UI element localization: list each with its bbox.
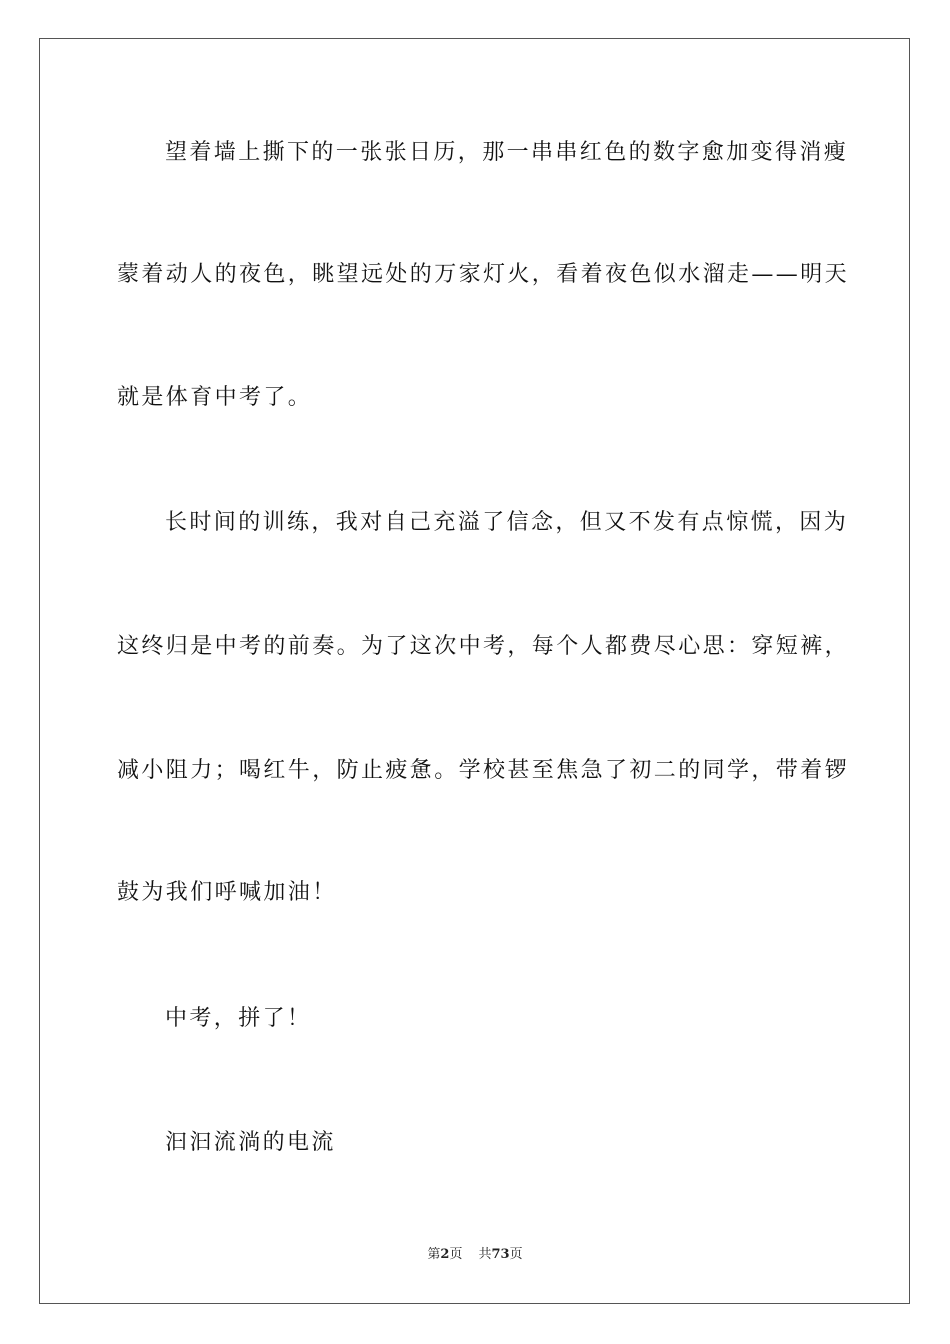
paragraph-1-line-1: 望着墙上撕下的一张张日历，那一串串红色的数字愈加变得消瘦: [165, 140, 849, 165]
paragraph-1-line-2: 蒙着动人的夜色，眺望远处的万家灯火，看着夜色似水溜走——明天: [117, 262, 850, 287]
paragraph-2-line-3: 减小阻力；喝红牛，防止疲惫。学校甚至焦急了初二的同学，带着锣: [117, 758, 850, 783]
page-frame: [39, 38, 910, 1304]
paragraph-1-line-3: 就是体育中考了。: [117, 385, 313, 410]
paragraph-2-line-4: 鼓为我们呼喊加油！: [117, 880, 337, 905]
paragraph-3: 中考，拼了！: [165, 1006, 312, 1031]
total-pages: 73: [491, 1247, 510, 1262]
paragraph-2-line-2: 这终归是中考的前奏。为了这次中考，每个人都费尽心思：穿短裤，: [117, 634, 850, 659]
paragraph-2-line-1: 长时间的训练，我对自己充溢了信念，但又不发有点惊慌，因为: [165, 510, 849, 535]
total-suffix: 页: [509, 1247, 523, 1262]
page-number: 2: [440, 1247, 450, 1262]
page-prefix: 第: [427, 1247, 441, 1262]
page-footer: [0, 1246, 950, 1264]
paragraph-4: 汩汩流淌的电流: [165, 1130, 336, 1155]
page-suffix: 页: [449, 1247, 463, 1262]
total-prefix: 共: [478, 1247, 492, 1262]
